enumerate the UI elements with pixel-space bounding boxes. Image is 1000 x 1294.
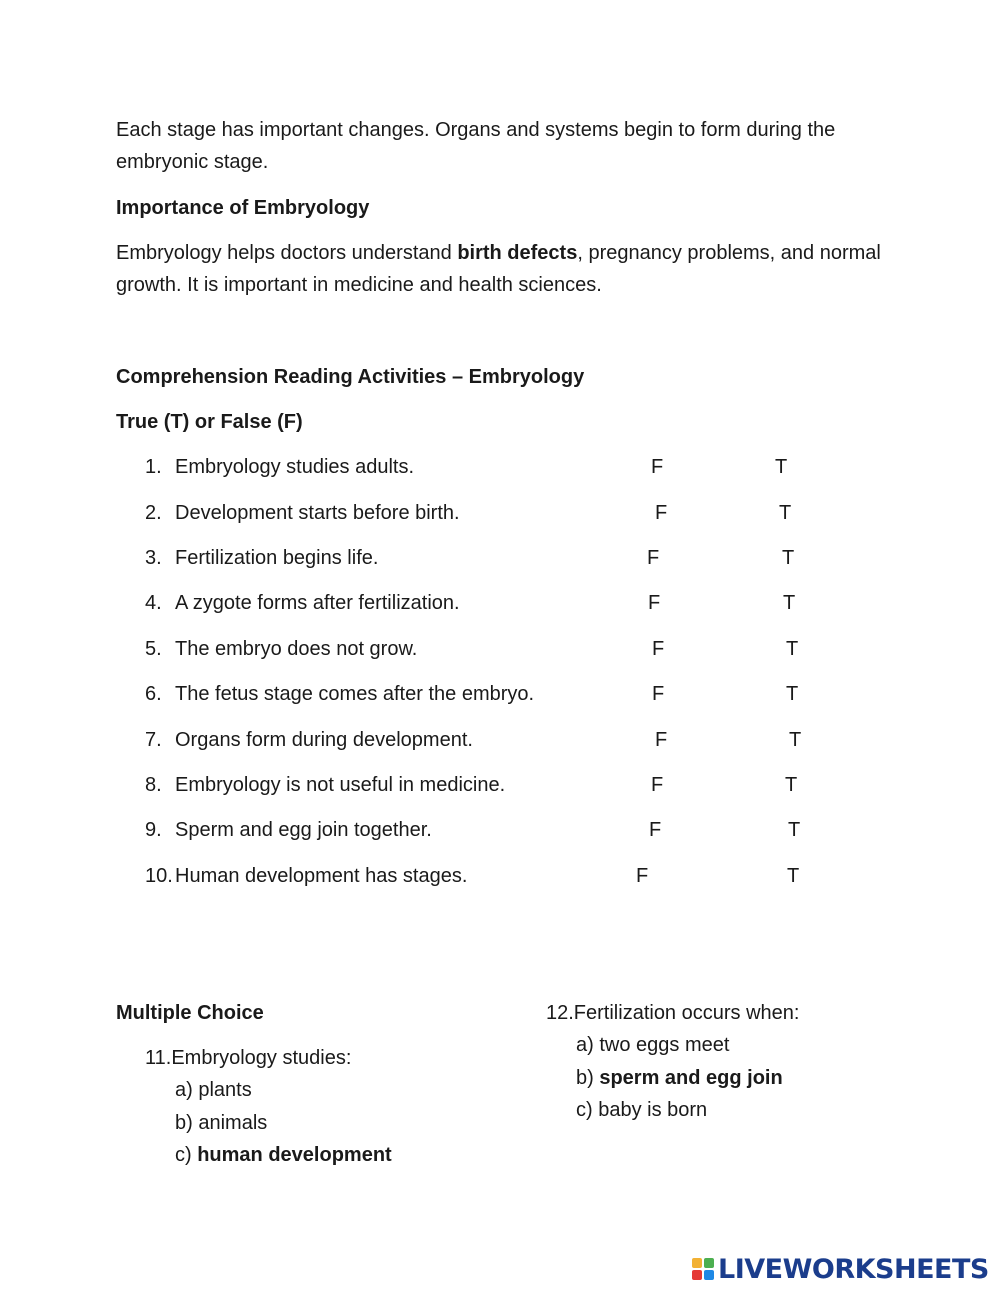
tf-item-6 — [0, 678, 1000, 710]
tf-item-6-false-option[interactable]: F — [652, 683, 665, 705]
multiple-choice-heading: Multiple Choice — [116, 1002, 264, 1024]
liveworksheets-wordmark: LIVEWORKSHEETS — [718, 1253, 989, 1285]
tf-item-6-true-option[interactable]: T — [786, 683, 799, 705]
tf-item-9-true-option[interactable]: T — [788, 819, 801, 841]
tf-item-1-true-option[interactable]: T — [775, 456, 788, 478]
tf-item-8-false-option[interactable]: F — [651, 774, 664, 796]
q12-option-a[interactable]: a) two eggs meet — [576, 1034, 730, 1056]
tf-item-number: 3. — [145, 547, 162, 569]
tf-item-statement: Sperm and egg join together. — [175, 819, 432, 841]
tf-item-5 — [0, 633, 1000, 665]
q11-option-a[interactable]: a) plants — [175, 1079, 252, 1101]
q11-option-b[interactable]: b) animals — [175, 1112, 268, 1134]
tf-item-3 — [0, 542, 1000, 574]
q12-option-b[interactable] — [576, 1062, 783, 1094]
tf-item-number: 1. — [145, 456, 162, 478]
tf-item-10-true-option[interactable]: T — [787, 865, 800, 887]
logo-square-icon — [704, 1270, 714, 1280]
tf-item-number: 9. — [145, 819, 162, 841]
tf-item-2-true-option[interactable]: T — [779, 502, 792, 524]
q11-option-c-letter: c) — [175, 1144, 198, 1166]
importance-paragraph — [116, 237, 886, 301]
birth-defects-term: birth defects — [457, 242, 578, 264]
tf-item-3-true-option[interactable]: T — [782, 547, 795, 569]
tf-item-statement: Human development has stages. — [175, 865, 468, 887]
tf-item-1-false-option[interactable]: F — [651, 456, 664, 478]
tf-item-5-true-option[interactable]: T — [786, 638, 799, 660]
tf-item-5-false-option[interactable]: F — [652, 638, 665, 660]
question-11: 11.Embryology studies: — [145, 1047, 352, 1069]
tf-item-number: 4. — [145, 592, 162, 614]
tf-item-number: 10. — [145, 865, 173, 887]
tf-item-10 — [0, 860, 1000, 892]
q12-option-b-letter: b) — [576, 1067, 600, 1089]
logo-square-icon — [692, 1270, 702, 1280]
tf-item-9-false-option[interactable]: F — [649, 819, 662, 841]
true-false-heading: True (T) or False (F) — [116, 411, 303, 433]
q12-option-c[interactable]: c) baby is born — [576, 1099, 708, 1121]
tf-item-statement: Embryology is not useful in medicine. — [175, 774, 506, 796]
tf-item-2-false-option[interactable]: F — [655, 502, 668, 524]
importance-text-end: , pregnancy problems, and normal growth. It is important in medicine and health sciences. — [116, 242, 881, 296]
q11-option-c[interactable] — [175, 1139, 392, 1171]
tf-item-4-true-option[interactable]: T — [783, 592, 796, 614]
stages-paragraph: Each stage has important changes. Organs and systems begin to form during the embryonic stage. — [116, 119, 836, 173]
tf-item-8 — [0, 769, 1000, 801]
importance-heading: Importance of Embryology — [116, 197, 370, 219]
tf-item-8-true-option[interactable]: T — [785, 774, 798, 796]
tf-item-number: 5. — [145, 638, 162, 660]
liveworksheets-logo — [692, 1252, 989, 1286]
tf-item-7-false-option[interactable]: F — [655, 729, 668, 751]
tf-item-3-false-option[interactable]: F — [647, 547, 660, 569]
tf-item-statement: Embryology studies adults. — [175, 456, 415, 478]
q12-option-b-answer: sperm and egg join — [599, 1067, 783, 1089]
q11-option-c-answer: human development — [197, 1144, 392, 1166]
tf-item-10-false-option[interactable]: F — [636, 865, 649, 887]
tf-item-7-true-option[interactable]: T — [789, 729, 802, 751]
tf-item-number: 2. — [145, 502, 162, 524]
tf-item-1 — [0, 451, 1000, 483]
tf-item-9 — [0, 814, 1000, 846]
tf-item-statement: Organs form during development. — [175, 729, 473, 751]
tf-item-number: 8. — [145, 774, 162, 796]
tf-item-4 — [0, 587, 1000, 619]
tf-item-2 — [0, 497, 1000, 529]
logo-square-icon — [692, 1258, 702, 1268]
tf-item-statement: The embryo does not grow. — [175, 638, 418, 660]
tf-item-statement: A zygote forms after fertilization. — [175, 592, 460, 614]
activities-heading: Comprehension Reading Activities – Embryology — [116, 366, 585, 388]
question-12: 12.Fertilization occurs when: — [546, 1002, 800, 1024]
tf-item-4-false-option[interactable]: F — [648, 592, 661, 614]
tf-item-7 — [0, 724, 1000, 756]
tf-item-statement: Fertilization begins life. — [175, 547, 379, 569]
logo-square-icon — [704, 1258, 714, 1268]
liveworksheets-mark-icon — [692, 1258, 714, 1280]
tf-item-statement: Development starts before birth. — [175, 502, 460, 524]
tf-item-number: 6. — [145, 683, 162, 705]
importance-text-start: Embryology helps doctors understand — [116, 242, 458, 264]
tf-item-statement: The fetus stage comes after the embryo. — [175, 683, 535, 705]
tf-item-number: 7. — [145, 729, 162, 751]
